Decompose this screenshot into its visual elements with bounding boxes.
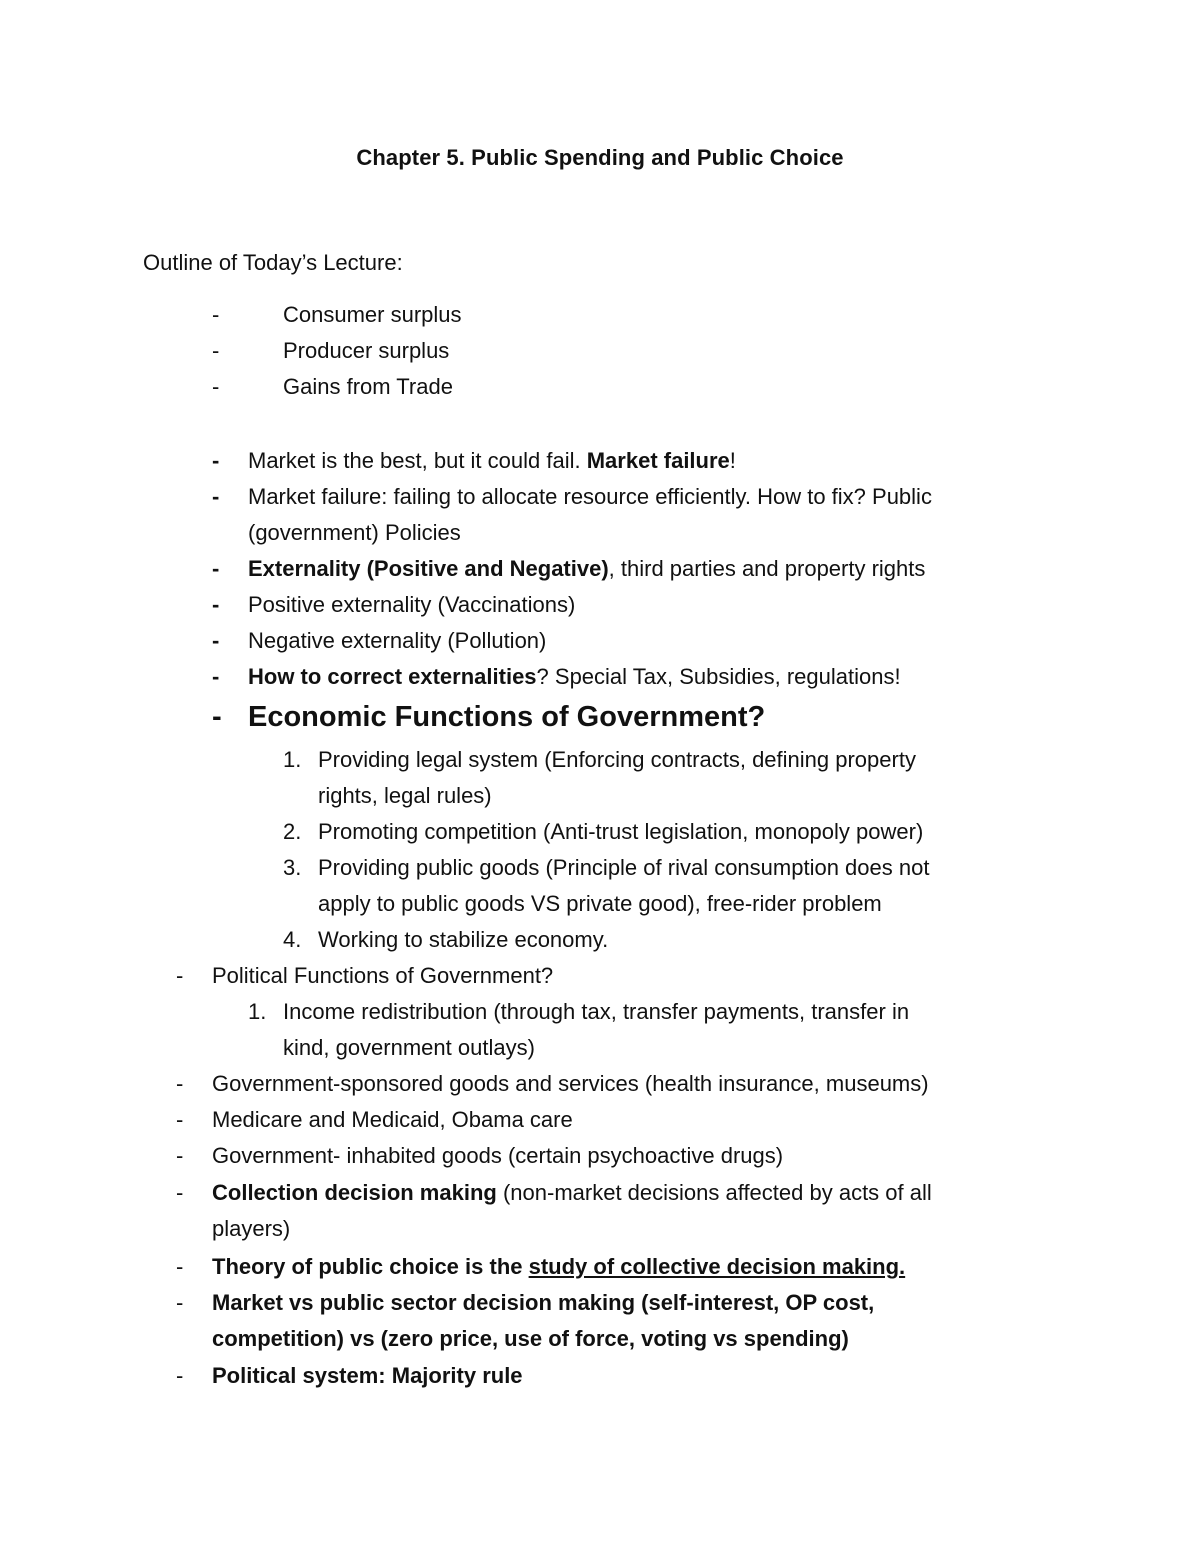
list-item: Government- inhabited goods (certain psychoactive drugs) [212,1143,784,1168]
list-item: Producer surplus [283,338,450,363]
list-dash: - [176,1143,184,1168]
list-item: Positive externality (Vaccinations) [248,592,576,617]
bold-text: Theory of public choice is the [212,1254,529,1279]
list-number: 2. [283,819,302,844]
list-dash: - [212,701,222,733]
list-dash: - [212,338,220,363]
list-dash: - [176,1107,184,1132]
list-item: Consumer surplus [283,302,462,327]
list-item: Political system: Majority rule [212,1363,523,1388]
text-run: , third parties and property rights [608,556,926,581]
list-item: Government-sponsored goods and services (health insurance, museums) [212,1071,929,1096]
text-run: ! [729,448,736,473]
list-item: Gains from Trade [283,374,453,399]
underlined-text: study of collective decision making. [528,1254,906,1279]
list-number: 1. [248,999,267,1024]
text-run: ? Special Tax, Subsidies, regulations! [536,664,901,689]
list-item [212,1175,932,1211]
list-item: Negative externality (Pollution) [248,628,547,653]
list-item-continuation: competition) vs (zero price, use of force, voting vs spending) [212,1326,849,1351]
list-dash: - [212,664,220,689]
numbered-item-continuation: kind, government outlays) [283,1035,535,1060]
numbered-item: Income redistribution (through tax, transfer payments, transfer in [283,999,910,1024]
outline-heading: Outline of Today’s Lecture: [143,250,403,275]
list-item [248,659,901,695]
list-number: 4. [283,927,302,952]
list-dash: - [176,1071,184,1096]
list-item: Political Functions of Government? [212,963,554,988]
bold-text: How to correct externalities [248,664,537,689]
bold-text: Externality (Positive and Negative) [248,556,609,581]
list-item [248,443,736,479]
numbered-item: Promoting competition (Anti-trust legislation, monopoly power) [318,819,924,844]
list-item-continuation: (government) Policies [248,520,461,545]
list-item [248,551,925,587]
bold-text: Market failure [586,448,730,473]
list-dash: - [212,448,220,473]
list-dash: - [212,556,220,581]
list-dash: - [212,374,220,399]
list-dash: - [176,1180,184,1205]
list-item [212,1249,905,1285]
numbered-item: Working to stabilize economy. [318,927,609,952]
list-dash: - [176,1290,184,1315]
section-heading-economic: Economic Functions of Government? [248,701,766,733]
list-dash: - [176,1363,184,1388]
list-dash: - [176,963,184,988]
list-number: 3. [283,855,302,880]
bold-text: Collection decision making [212,1180,497,1205]
text-run: (non-market decisions affected by acts of all [496,1180,932,1205]
list-dash: - [212,592,220,617]
numbered-item: Providing legal system (Enforcing contracts, defining property [318,747,916,772]
list-dash: - [212,628,220,653]
numbered-item: Providing public goods (Principle of rival consumption does not [318,855,930,880]
list-dash: - [212,302,220,327]
list-item-continuation: players) [212,1216,291,1241]
numbered-item-continuation: apply to public goods VS private good), free-rider problem [318,891,882,916]
numbered-item-continuation: rights, legal rules) [318,783,492,808]
list-dash: - [212,484,220,509]
list-item: Medicare and Medicaid, Obama care [212,1107,573,1132]
list-number: 1. [283,747,302,772]
list-dash: - [176,1254,184,1279]
page-title: Chapter 5. Public Spending and Public Choice [356,145,844,170]
text-run: Market is the best, but it could fail. [248,448,587,473]
list-item: Market failure: failing to allocate resource efficiently. How to fix? Public [248,484,932,509]
list-item: Market vs public sector decision making (self-interest, OP cost, [212,1290,875,1315]
